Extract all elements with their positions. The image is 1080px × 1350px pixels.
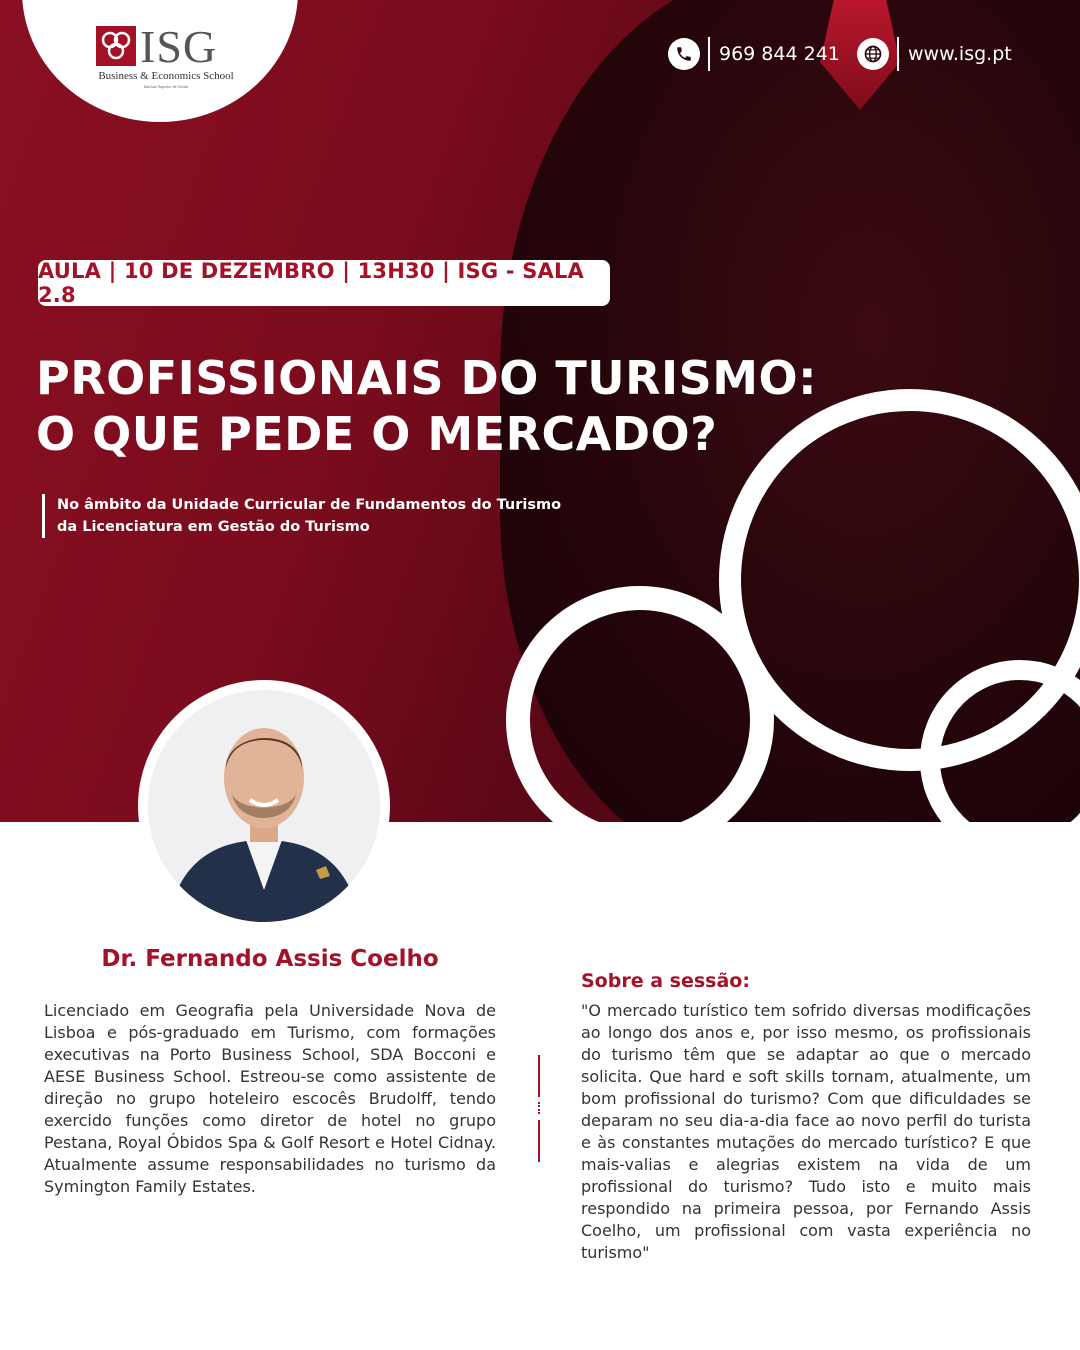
- divider-dots: [538, 1102, 540, 1114]
- logo-subtagline: Instituto Superior de Gestão: [143, 84, 189, 89]
- title-line-1: PROFISSIONAIS DO TURISMO:: [36, 351, 818, 405]
- website-link[interactable]: www.isg.pt: [908, 43, 1012, 65]
- logo-tagline: Business & Economics School: [98, 70, 234, 82]
- session-description: "O mercado turístico tem sofrido diversas modificações ao longo dos anos e, por isso mesmo, os profissionais do turismo têm que se adaptar ao que o mercado solicita. Que hard e soft skills tornam, atualmente, um bom profissional do turismo? Com que dificuldades se deparam no seu dia-a-dia face ao novo perfil do turista e às constantes mutações do mercado turístico? E que mais-valias e alegrias existem na vida de um profissional do turismo? Tudo isto e muito mais respondido na primeira pessoa, por Fernando Assis Coelho, um profissional com vasta experiência no turismo": [581, 1001, 1031, 1262]
- page-title: [36, 350, 836, 462]
- website-contact[interactable]: [857, 36, 1012, 72]
- divider-bottom: [538, 1120, 540, 1162]
- event-subtitle: [42, 494, 561, 538]
- event-info-badge: AULA | 10 DE DEZEMBRO | 13H30 | ISG - SALA 2.8: [38, 260, 610, 306]
- title-line-2: O QUE PEDE O MERCADO?: [36, 407, 718, 461]
- website-separator: [897, 37, 899, 71]
- phone-number: 969 844 241: [719, 43, 840, 65]
- logo-wordmark: ISG: [140, 21, 218, 72]
- phone-icon: [668, 38, 700, 70]
- phone-separator: [708, 37, 710, 71]
- speaker-bio: Licenciado em Geografia pela Universidade Nova de Lisboa e pós-graduado em Turismo, com formações executivas na Porto Business School, SDA Bocconi e AESE Business School. Estreou-se como assistente de direção no grupo hoteleiro escocês Brudolff, tendo exercido funções como diretor de hotel no grupo Pestana, Royal Óbidos Spa & Golf Resort e Hotel Cidnay. Atualmente assume responsabilidades no turismo da Symington Family Estates.: [44, 1001, 496, 1196]
- session-heading: Sobre a sessão:: [581, 970, 750, 992]
- phone-contact[interactable]: [668, 36, 840, 72]
- subtitle-line-2: da Licenciatura em Gestão do Turismo: [57, 519, 370, 535]
- subtitle-line-1: No âmbito da Unidade Curricular de Fundamentos do Turismo: [57, 497, 562, 513]
- speaker-name: Dr. Fernando Assis Coelho: [101, 946, 439, 972]
- divider-top: [538, 1055, 540, 1097]
- speaker-photo: [148, 690, 380, 922]
- globe-icon: [857, 38, 889, 70]
- isg-logo-icon: [96, 26, 136, 66]
